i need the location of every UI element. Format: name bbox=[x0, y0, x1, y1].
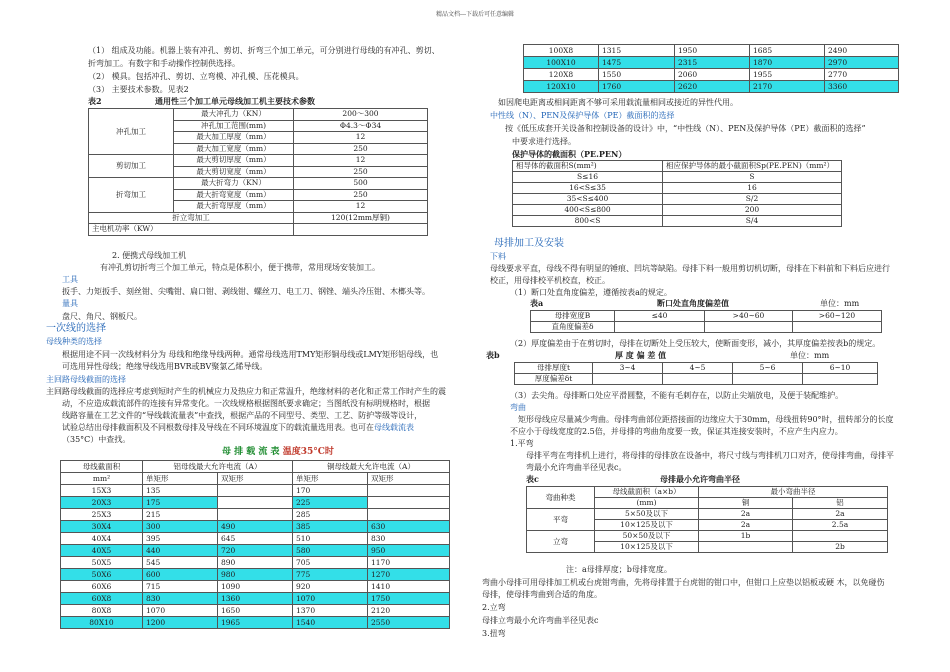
tc-kind: 平弯 bbox=[527, 509, 595, 531]
pe-cell: 200 bbox=[663, 205, 842, 216]
param-value: Φ4.3～Φ34 bbox=[294, 120, 428, 132]
amp-value: 1870 bbox=[750, 57, 825, 69]
param-name: 最大加工厚度（mm） bbox=[174, 132, 294, 144]
tc-cell bbox=[699, 542, 793, 553]
amp-section: 120X10 bbox=[524, 81, 599, 93]
amp-value: 2120 bbox=[368, 605, 450, 617]
tb-cell: 厚度偏差δt bbox=[515, 374, 593, 385]
amp-value: 715 bbox=[143, 581, 218, 593]
flat-bend-p2: 弯最小允许弯曲半径见表c。 bbox=[526, 463, 627, 472]
amp-section: 100X8 bbox=[524, 45, 599, 57]
pe-cell: S/4 bbox=[663, 216, 842, 227]
tc-cell: 50×50及以下 bbox=[595, 531, 699, 542]
primary-wire-title: 一次线的选择 bbox=[46, 323, 106, 334]
amp-section: 40X4 bbox=[61, 533, 143, 545]
amp-value: 490 bbox=[218, 521, 293, 533]
amp-value: 395 bbox=[143, 533, 218, 545]
table-row bbox=[524, 69, 899, 81]
amp-subheader: 单矩形 bbox=[293, 473, 368, 485]
tc-cell bbox=[793, 531, 888, 542]
page-header: 精品文档---下载后可任意编辑 bbox=[435, 11, 515, 18]
twist-bend-title: 3.扭弯 bbox=[482, 629, 506, 638]
tc-header: 铜 bbox=[699, 498, 793, 509]
amp-value: 1070 bbox=[293, 593, 368, 605]
amp-value: 2550 bbox=[368, 617, 450, 629]
table-b bbox=[514, 362, 878, 385]
amp-value: 775 bbox=[293, 569, 368, 581]
param-value: 500 bbox=[294, 178, 428, 190]
amp-value bbox=[218, 509, 293, 521]
table-row bbox=[61, 569, 450, 581]
intro-line-1: （1） 组成及功能。机器上装有冲孔、剪切、折弯三个加工单元，可分别进行母线的有冲孔、剪切、 bbox=[88, 46, 440, 55]
amp-value: 1965 bbox=[218, 617, 293, 629]
amp-value: 1540 bbox=[293, 617, 368, 629]
param-value: 250 bbox=[294, 189, 428, 201]
amp-value: 385 bbox=[293, 521, 368, 533]
amp-header: 铝母线最大允许电流（A） bbox=[143, 461, 293, 473]
amp-value: 2315 bbox=[675, 57, 750, 69]
pe-cell: 400<S≤800 bbox=[513, 205, 663, 216]
amp-header: 母线截面积 bbox=[61, 461, 143, 473]
param-name: 最大剪切宽度（mm） bbox=[174, 166, 294, 178]
table-c-title: 母排最小允许弯曲半径 bbox=[660, 474, 740, 484]
amp-value: 1475 bbox=[599, 57, 675, 69]
table-c bbox=[526, 486, 888, 553]
end-p2: 母排，使母排弯曲到合适的角度。 bbox=[482, 590, 602, 599]
table-a-title: 断口处直角度偏差值 bbox=[657, 298, 729, 308]
table-row bbox=[61, 605, 450, 617]
pe-cell: S bbox=[663, 172, 842, 183]
param-value: 12 bbox=[294, 132, 428, 144]
amp-value: 1090 bbox=[218, 581, 293, 593]
ta-cell: >60~120 bbox=[793, 311, 882, 322]
amp-value: 980 bbox=[218, 569, 293, 581]
param-value: 12 bbox=[294, 155, 428, 167]
amp-value: 1550 bbox=[599, 69, 675, 81]
param-name: 最大剪切厚度（mm） bbox=[174, 155, 294, 167]
amp-value: 1955 bbox=[750, 69, 825, 81]
amp-section: 20X3 bbox=[61, 497, 143, 509]
tc-cell: 2b bbox=[793, 542, 888, 553]
tools-list: 扳手、力矩扳手、刻丝钳、尖嘴钳、扁口钳、剥线钳、螺丝刀、电工刀、钢锉、端头冷压钳、木榔头等。 bbox=[62, 287, 430, 296]
amp-section: 25X3 bbox=[61, 509, 143, 521]
tb-cell: 母排厚度t bbox=[515, 363, 593, 374]
pe-table bbox=[512, 160, 842, 227]
ampacity-title bbox=[222, 447, 334, 458]
table-a-unit: 单位：mm bbox=[820, 299, 860, 308]
amp-value: 580 bbox=[293, 545, 368, 557]
amp-value: 3360 bbox=[825, 81, 899, 93]
tc-header: 最小弯曲半径 bbox=[699, 487, 888, 498]
table-row bbox=[524, 45, 899, 57]
gauges-title: 量具 bbox=[62, 299, 78, 308]
table-row bbox=[61, 545, 450, 557]
portable-desc: 有冲孔剪切折弯三个加工单元，特点是体积小，便于携带，常用现场安装加工。 bbox=[100, 263, 380, 272]
amp-value bbox=[368, 497, 450, 509]
table-row bbox=[61, 557, 450, 569]
amp-value bbox=[368, 485, 450, 497]
ampacity-table-continued bbox=[523, 44, 899, 93]
amp-section: 50X6 bbox=[61, 569, 143, 581]
table-row bbox=[61, 485, 450, 497]
pe-cell: 35<S≤400 bbox=[513, 194, 663, 205]
param-value: 200～300 bbox=[294, 109, 428, 121]
table-b-label: 表b bbox=[486, 350, 500, 360]
tc-cell: 2.5a bbox=[793, 520, 888, 531]
param-name: 冲孔加工范围(mm) bbox=[174, 120, 294, 132]
neutral-title: 中性线（N）、PEN及保护导体（PE）截面积的选择 bbox=[490, 111, 675, 120]
cutting-p2: 校正，用母排校平机校直，校正。 bbox=[490, 276, 610, 285]
table-row bbox=[524, 57, 899, 69]
tc-kind: 立弯 bbox=[527, 531, 595, 553]
table-row bbox=[524, 81, 899, 93]
tc-header: 铝 bbox=[793, 498, 888, 509]
alt-note: 如因爬电距离或相间距离不够可采用载流量相同或接近的异性代用。 bbox=[498, 98, 738, 107]
pe-header: 相导体的截面积S(mm²) bbox=[513, 161, 663, 172]
amp-value: 2770 bbox=[825, 69, 899, 81]
busbar-type-p1: 根据用途不同一次线材料分为 母线和绝缘导线两种。通常母线选用TMY矩形铜母线或LMY矩形铝母线，也 bbox=[62, 350, 439, 359]
table-c-label: 表c bbox=[526, 474, 539, 484]
cutting-p1: 母线要求平直，母线不得有明显的锤痕、凹坑等缺陷。母排下料一般用剪切机切断，母排在下料前和下料后应进行 bbox=[490, 264, 890, 273]
amp-value: 2620 bbox=[675, 81, 750, 93]
amp-subheader: 双矩形 bbox=[218, 473, 293, 485]
portable-title: 2. 便携式母线加工机 bbox=[112, 251, 187, 260]
section-select-title: 主回路母线截面的选择 bbox=[46, 375, 126, 384]
amp-value: 300 bbox=[143, 521, 218, 533]
amp-value: 1950 bbox=[675, 45, 750, 57]
flat-bend-p1: 母排平弯在弯排机上进行，将母排的母排放在设备中，将尺寸线与弯排机刀口对齐，使母排弯曲，母排平 bbox=[526, 451, 894, 460]
amp-section: 100X10 bbox=[524, 57, 599, 69]
amp-value: 2170 bbox=[750, 81, 825, 93]
table-row bbox=[61, 581, 450, 593]
tc-cell: 2a bbox=[699, 509, 793, 520]
tb-cell: 6~10 bbox=[803, 363, 878, 374]
table-row bbox=[61, 521, 450, 533]
amp-value: 2970 bbox=[825, 57, 899, 69]
group-punch: 冲孔加工 bbox=[89, 109, 174, 155]
tc-cell: 10×125及以下 bbox=[595, 542, 699, 553]
amp-value: 630 bbox=[368, 521, 450, 533]
ta-cell: >40~60 bbox=[705, 311, 793, 322]
param-name: 最大折弯宽度（mm） bbox=[174, 189, 294, 201]
tech-param-table bbox=[88, 108, 428, 236]
end-p1: 弯曲小母排可用母排加工机或台虎钳弯曲，先将母排置于台虎钳的钳口中，但钳口上应垫以铝板或硬 木，以免碰伤 bbox=[482, 578, 885, 587]
amp-section: 15X3 bbox=[61, 485, 143, 497]
table-c-note: 注：a母排厚度；b母排宽度。 bbox=[566, 565, 672, 574]
amp-subheader: mm² bbox=[61, 473, 143, 485]
cutting-title: 下料 bbox=[490, 252, 506, 261]
pe-cell: S/2 bbox=[663, 194, 842, 205]
tc-cell: 2a bbox=[793, 509, 888, 520]
tc-header: (mm) bbox=[595, 498, 699, 509]
amp-value: 2490 bbox=[825, 45, 899, 57]
amp-section: 80X8 bbox=[61, 605, 143, 617]
param-name: 最大折弯力（KN） bbox=[174, 178, 294, 190]
amp-value: 1410 bbox=[368, 581, 450, 593]
amp-value: 950 bbox=[368, 545, 450, 557]
param-value: 12 bbox=[294, 201, 428, 213]
ampacity-temp: 温度35°C时 bbox=[282, 447, 334, 457]
table-row bbox=[61, 593, 450, 605]
amp-subheader: 双矩形 bbox=[368, 473, 450, 485]
amp-value: 920 bbox=[293, 581, 368, 593]
param-name: 最大折弯厚度（mm） bbox=[174, 201, 294, 213]
tc-header: 母线截面积（a×b） bbox=[595, 487, 699, 498]
amp-value: 2060 bbox=[675, 69, 750, 81]
amp-value bbox=[368, 509, 450, 521]
section-p2: 动，不应造成载流部件的连接有异常变化。一次线规格根据图纸要求确定；当图纸没有标明规格时，根据 bbox=[62, 399, 430, 408]
intro-line-4: （3） 主要技术参数。见表2 bbox=[88, 85, 189, 94]
amp-section: 60X8 bbox=[61, 593, 143, 605]
param-name: 最大加工宽度（mm） bbox=[174, 143, 294, 155]
pe-cell: 16 bbox=[663, 183, 842, 194]
vertical-bend-p1: 母排立弯最小允许弯曲半径见表c bbox=[482, 616, 599, 625]
amp-value: 285 bbox=[293, 509, 368, 521]
table-b-title: 厚 度 偏 差 值 bbox=[615, 350, 667, 360]
table-row bbox=[61, 617, 450, 629]
param-name: 折立弯加工 bbox=[89, 212, 294, 224]
bending-p1: 矩形母线应尽量减少弯曲。母排弯曲部位距搭接面的边缘应大于30mm，母线扭转90°时，扭转部分的长度 bbox=[518, 415, 894, 424]
param-value: 120(12mm厚铜) bbox=[294, 212, 428, 224]
pe-cell: 800<S bbox=[513, 216, 663, 227]
tc-header: 弯曲种类 bbox=[527, 487, 595, 509]
amp-value: 215 bbox=[143, 509, 218, 521]
section-p4 bbox=[62, 422, 414, 433]
table2-label: 表2 bbox=[88, 96, 102, 106]
tb-cell: 5~6 bbox=[733, 363, 803, 374]
pe-cell: S≤16 bbox=[513, 172, 663, 183]
amp-value: 170 bbox=[293, 485, 368, 497]
amp-value: 1760 bbox=[599, 81, 675, 93]
table-row bbox=[61, 509, 450, 521]
amp-value: 1370 bbox=[293, 605, 368, 617]
amp-section: 30X4 bbox=[61, 521, 143, 533]
amp-value: 1315 bbox=[599, 45, 675, 57]
tools-title: 工具 bbox=[62, 275, 78, 284]
amp-value: 890 bbox=[218, 557, 293, 569]
pe-table-title: 保护导体的截面积（PE.PEN） bbox=[512, 149, 627, 159]
amp-value: 440 bbox=[143, 545, 218, 557]
amp-value: 545 bbox=[143, 557, 218, 569]
amp-value: 720 bbox=[218, 545, 293, 557]
param-value: 250 bbox=[294, 143, 428, 155]
amp-value: 1070 bbox=[143, 605, 218, 617]
intro-line-3: （2） 模具。包括冲孔、剪切、立弯模、冲孔模、压花模具。 bbox=[88, 72, 304, 81]
ta-cell: ≤40 bbox=[615, 311, 705, 322]
amp-value: 135 bbox=[143, 485, 218, 497]
amp-header: 铜母线最大允许电流（A） bbox=[293, 461, 450, 473]
tc-cell: 1b bbox=[699, 531, 793, 542]
tc-cell: 5×50及以下 bbox=[595, 509, 699, 520]
amp-value: 830 bbox=[368, 533, 450, 545]
table2-title: 通用性三个加工单元母线加工机主要技术参数 bbox=[155, 96, 315, 106]
ampacity-table-link[interactable]: 母线载流表 bbox=[374, 423, 414, 432]
pe-cell: 16<S≤35 bbox=[513, 183, 663, 194]
tb-cell: 4~5 bbox=[663, 363, 733, 374]
table-b-unit: 单位：mm bbox=[790, 351, 830, 360]
amp-section: 120X8 bbox=[524, 69, 599, 81]
amp-value: 225 bbox=[293, 497, 368, 509]
amp-section: 60X6 bbox=[61, 581, 143, 593]
ta-cell: 母排宽度B bbox=[531, 311, 615, 322]
busbar-type-title: 母线种类的选择 bbox=[46, 337, 102, 346]
power-row: 主电机功率（KW） bbox=[89, 224, 294, 236]
param-value: 250 bbox=[294, 166, 428, 178]
table-row bbox=[61, 533, 450, 545]
section-p3: 线路容量在工艺文件的“导线载流量表”中查找，根据产品的不同型号、类型、工艺、防护等级等设计， bbox=[62, 411, 423, 420]
section-p5: （35°C）中查找。 bbox=[62, 435, 131, 444]
amp-value: 1750 bbox=[368, 593, 450, 605]
amp-value: 1270 bbox=[368, 569, 450, 581]
amp-section: 40X5 bbox=[61, 545, 143, 557]
amp-value: 1200 bbox=[143, 617, 218, 629]
tc-cell: 2a bbox=[699, 520, 793, 531]
tc-cell: 10×125及以下 bbox=[595, 520, 699, 531]
amp-value: 1360 bbox=[218, 593, 293, 605]
table-a-note: （2）厚度偏差由于在剪切时，母排在切断处上受压较大，使断面变形，减小，其厚度偏差按表b的规定。 bbox=[510, 339, 881, 348]
table-a-label: 表a bbox=[530, 298, 544, 308]
cutting-p3: （1）断口处直角度偏差，遵循按表a的规定。 bbox=[510, 288, 672, 297]
tb-cell: 3~4 bbox=[593, 363, 663, 374]
amp-section: 50X5 bbox=[61, 557, 143, 569]
amp-subheader: 单矩形 bbox=[143, 473, 218, 485]
amp-value: 645 bbox=[218, 533, 293, 545]
section-p4-text: 试验总结出母排截面积及不同根数母排及导线在不同环境温度下的载流量选用表。也可在 bbox=[62, 423, 374, 432]
install-title: 母排加工及安装 bbox=[494, 238, 564, 249]
amp-value: 705 bbox=[293, 557, 368, 569]
intro-line-2: 折弯加工。有数字和手动操作控制供选择。 bbox=[88, 59, 240, 68]
bending-p2: 不应小于母线宽度的2.5倍，并母排的弯曲角度要一致，保证其连接安装时，不应产生内应力。 bbox=[510, 427, 843, 436]
amp-value bbox=[218, 485, 293, 497]
neutral-p2: 中要求进行选择。 bbox=[512, 137, 576, 146]
ampacity-title-text: 母 排 载 流 表 bbox=[222, 447, 280, 457]
gauges-list: 盘尺、角尺、钢板尺。 bbox=[62, 312, 142, 321]
amp-value: 830 bbox=[143, 593, 218, 605]
ampacity-table bbox=[60, 460, 450, 629]
param-name: 最大冲孔力（KN） bbox=[174, 109, 294, 121]
amp-section: 80X10 bbox=[61, 617, 143, 629]
busbar-type-p2: 可选用异性母线；绝缘导线选用BVR或BV聚氯乙烯导线。 bbox=[62, 362, 268, 371]
table-row bbox=[61, 497, 450, 509]
neutral-p1: 按《低压成套开关设备和控制设备的设计》中，“中性线（N）、PEN及保护导体（PE）截面积的选择” bbox=[505, 124, 866, 133]
amp-value: 175 bbox=[143, 497, 218, 509]
amp-value bbox=[218, 497, 293, 509]
group-shear: 剪切加工 bbox=[89, 155, 174, 178]
pe-header: 相应保护导体的最小截面积Sp(PE.PEN)（mm²） bbox=[663, 161, 842, 172]
flat-bend-title: 1.平弯 bbox=[510, 439, 534, 448]
group-bend: 折弯加工 bbox=[89, 178, 174, 213]
amp-value: 1650 bbox=[218, 605, 293, 617]
amp-value: 600 bbox=[143, 569, 218, 581]
bending-title: 弯曲 bbox=[510, 403, 526, 412]
table-a bbox=[530, 310, 882, 333]
section-p1: 主回路母线截面的选择应考虑到短时产生的机械应力及热应力和正常温升，绝缘材料的老化和正常工作时产生的震 bbox=[46, 387, 446, 396]
ta-cell: 直角度偏差δ bbox=[531, 322, 615, 333]
amp-value: 1685 bbox=[750, 45, 825, 57]
table-b-note: （3）去尖角。母排断口处应平滑圆整，不能有毛刺存在，以防止尖端放电，及便于装配维护。 bbox=[510, 391, 844, 400]
amp-value: 1170 bbox=[368, 557, 450, 569]
vertical-bend-title: 2.立弯 bbox=[482, 603, 506, 612]
amp-value: 510 bbox=[293, 533, 368, 545]
